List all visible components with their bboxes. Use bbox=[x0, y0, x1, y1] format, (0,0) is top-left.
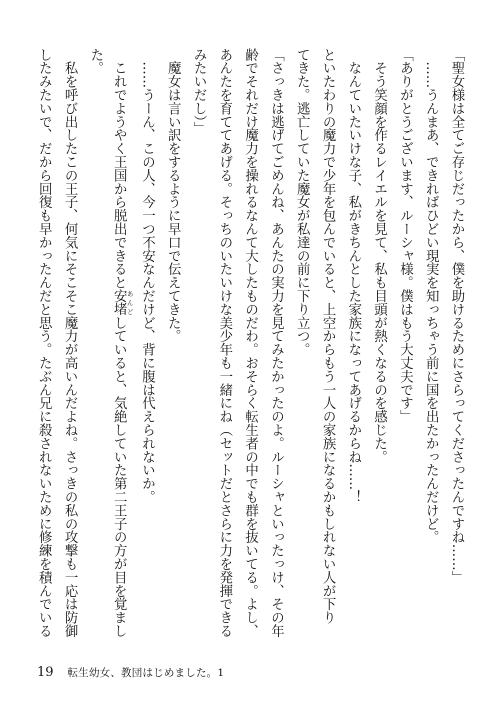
text-column: 「聖女様は全てご存じだったから、僕を助けるためにさらってくださったんですね……」 bbox=[449, 48, 464, 584]
text-column: 齢でそれだけ魔力を操れるなんて大したものだわ。おそらく転生者の中でも群を抜いてる。よし、 bbox=[242, 48, 258, 638]
text-column: 私を呼び出したこの王子、何気にそこそこ魔力が高いんだよね。さっきの私の攻撃も一応は防御 bbox=[62, 48, 78, 638]
text-column: ……うんまあ、できればひどい現実を知っちゃう前に国を出たかったんだけど。 bbox=[423, 48, 439, 544]
text-column: なんていたいけな子、私がきちんとした家族になってあげるからね……！ bbox=[345, 48, 361, 504]
text-column: あんたを育ててあげる。そっちのいたいけな美少年も一緒にね（セットだとさらに力を発揮できる bbox=[216, 48, 232, 638]
text-segment: これでようやく王国から脱出できると bbox=[111, 48, 127, 290]
text-column: ……うーん、この人、今一つ不安なんだけど、背に腹は代えられないか。 bbox=[139, 48, 155, 504]
ruby-reading: あんど bbox=[125, 289, 134, 317]
book-title: 転生幼女、教団はじめました。1 bbox=[67, 667, 225, 679]
text-column-with-ruby bbox=[108, 48, 134, 648]
ruby-base: 安堵 bbox=[111, 289, 127, 317]
page-number: 19 bbox=[37, 665, 54, 680]
text-column: 「さっきは逃げてごめんね、あんたの実力を見てみたかったのよ。ルーシャといったっけ、その年 bbox=[268, 48, 284, 638]
text-column: た。 bbox=[87, 48, 103, 75]
text-segment: していると、気絶していた第二王子の方が目を覚まし bbox=[111, 316, 127, 638]
page-footer bbox=[37, 661, 224, 680]
text-column: てきた。逃亡していた魔女が私達の前に下り立つ。 bbox=[294, 48, 310, 357]
body-text bbox=[30, 48, 469, 648]
text-column: そう笑顔を作るレイエルを見て、私も目頭が熱くなるのを感じた。 bbox=[371, 48, 387, 464]
text-column: 魔女は言い訳をするように早口で伝えてきた。 bbox=[165, 48, 181, 343]
text-column: 「ありがとうございます、ルーシャ様。僕はもう大丈夫です」 bbox=[397, 48, 413, 424]
ruby-annotation bbox=[111, 289, 134, 317]
text-column: といたわりの魔力で少年を包んでいると、上空からもう一人の家族になるかもしれない人が下り bbox=[320, 48, 336, 625]
text-column: したみたいで、だから回復も早かったんだと思う。たぶん兄に殺されないために修練を積んでいる bbox=[36, 48, 52, 638]
text-column: みたいだし）」 bbox=[191, 48, 207, 136]
